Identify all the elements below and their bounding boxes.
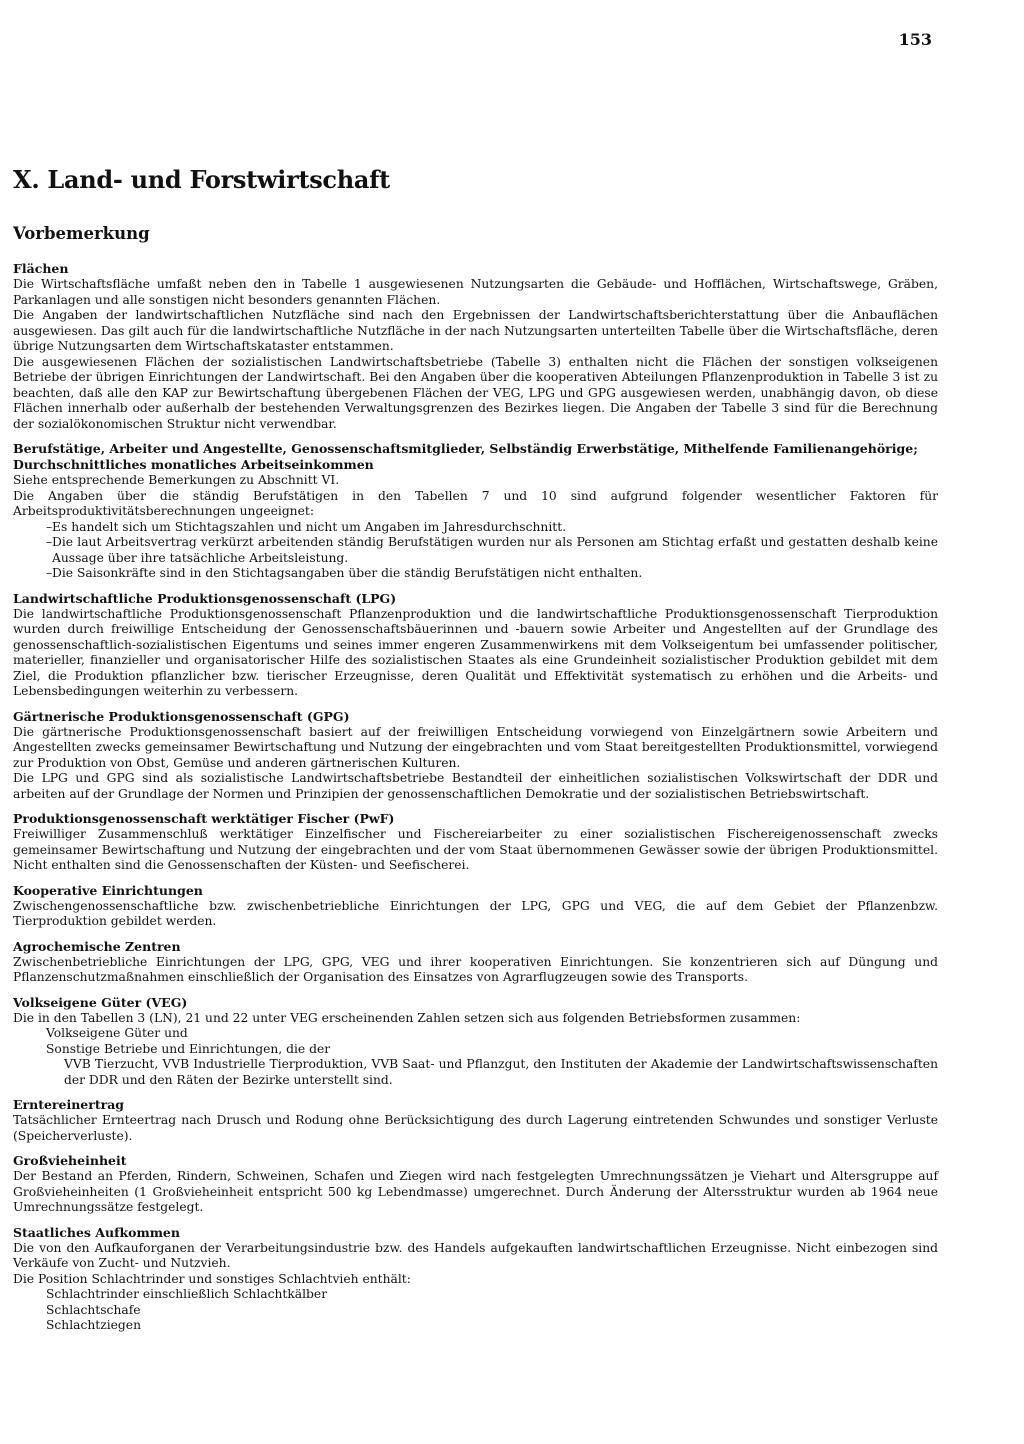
indented-line: Volkseigene Güter und: [46, 1026, 188, 1040]
paragraph: Die landwirtschaftliche Produktionsgenossenschaft Pflanzenproduktion und die landwirtschaftliche Produktionsgenossenschaft Tierproduktion wurden durch freiwillige Entscheidung der Genossenschaftsbäuerinnen und -bauern sowie Arbeiter und Angestellten auf der Grundlage des genossenschaftlich-sozialistischen Eigentums und seines immer engeren Zusammenwirkens mit dem Volkseigentum bei umfassender politischer, materieller, finanzieller und organisatorischer Hilfe des sozialistischen Staates als eine Grundeinheit sozialistischer Produktion gebildet mit dem Ziel, die Produktion pflanzlicher bzw. tierischer Erzeugnisse, deren Qualität und Effektivität systematisch zu erhöhen und die Arbeits- und Lebensbedingungen weiterhin zu verbessern.: [13, 606, 938, 698]
paragraph: Der Bestand an Pferden, Rindern, Schweinen, Schafen und Ziegen wird nach festgelegten Umrechnungssätzen je Viehart und Altersgruppe auf Großvieheinheiten (1 Großvieheinheit entspricht 500 kg Lebendmasse) umgerechnet. Durch Änderung der Altersstruktur wurden ab 1964 neue Umrechnungssätze festgelegt.: [13, 1169, 938, 1214]
section-staatliches-aufkommen: [13, 1225, 938, 1334]
indented-line: Schlachtschafe: [46, 1302, 141, 1317]
section-veg: [13, 995, 938, 1089]
list-item: – Die Saisonkräfte sind in den Stichtagsangaben über die ständig Berufstätigen nicht enthalten.: [13, 566, 938, 582]
page-number: 153: [898, 30, 932, 49]
section-heading: Berufstätige, Arbeiter und Angestellte, Genossenschaftsmitglieder, Selbständig Erwerbstätige, Mithelfende Familienangehörige; Durchschnittliches monatliches Arbeitseinkommen: [13, 441, 918, 472]
paragraph: Siehe entsprechende Bemerkungen zu Abschnitt VI.: [13, 473, 340, 487]
list-item: – Die laut Arbeitsvertrag verkürzt arbeitenden ständig Berufstätigen wurden nur als Personen am Stichtag erfaßt und gestatten deshalb keine Aussage über ihre tatsächliche Arbeitsleistung.: [13, 535, 938, 566]
paragraph: Die von den Aufkauforganen der Verarbeitungsindustrie bzw. des Handels aufgekauften landwirtschaftlichen Erzeugnisse. Nicht einbezogen sind Verkäufe von Zucht- und Nutzvieh.: [13, 1240, 938, 1270]
paragraph: Die ausgewiesenen Flächen der sozialistischen Landwirtschaftsbetriebe (Tabelle 3) enthalten nicht die Flächen der sonstigen volkseigenen Betriebe der übrigen Einrichtungen der Landwirtschaft. Bei den Angaben über die kooperativen Abteilungen Pflanzenproduktion in Tabelle 3 ist zu beachten, daß alle den KAP zur Bewirtschaftung übergebenen Flächen der VEG, LPG und GPG ausgewiesen werden, unabhängig davon, ob diese Flächen innerhalb oder außerhalb der bestehenden Verwaltungsgrenzen des Bezirkes liegen. Die Angaben der Tabelle 3 sind für die Berechnung der sozialökonomischen Struktur nicht verwendbar.: [13, 354, 938, 431]
indented-line: Sonstige Betriebe und Einrichtungen, die der: [46, 1041, 331, 1056]
section-title: Vorbemerkung: [13, 224, 150, 243]
section-agrochemische-zentren: [13, 939, 938, 986]
section-erntereinertrag: [13, 1097, 938, 1144]
paragraph: Die in den Tabellen 3 (LN), 21 und 22 unter VEG erscheinenden Zahlen setzen sich aus folgenden Betriebsformen zusammen:: [13, 1010, 801, 1025]
indented-line: Schlachtrinder einschließlich Schlachtkälber: [46, 1287, 328, 1301]
paragraph: Die Angaben der landwirtschaftlichen Nutzfläche sind nach den Ergebnissen der Landwirtschaftsberichterstattung über die Anbauflächen ausgewiesen. Das gilt auch für die landwirtschaftliche Nutzfläche in der nach Nutzungsarten unterteilten Tabelle über die Wirtschaftsfläche, deren übrige Nutzungsarten dem Wirtschaftskataster entstammen.: [13, 308, 938, 353]
dash-list: [13, 520, 938, 582]
paragraph: Die Position Schlachtrinder und sonstiges Schlachtvieh enthält:: [13, 1271, 411, 1286]
section-heading: Gärtnerische Produktionsgenossenschaft (GPG): [13, 708, 350, 724]
section-heading: Kooperative Einrichtungen: [13, 882, 203, 898]
section-pwf: [13, 811, 938, 874]
section-lpg: [13, 591, 938, 700]
list-item: – Es handelt sich um Stichtagszahlen und nicht um Angaben im Jahresdurchschnitt.: [13, 520, 938, 536]
section-kooperative-einrichtungen: [13, 883, 938, 930]
indented-line: Schlachtziegen: [46, 1318, 142, 1332]
indented-paragraph: VVB Tierzucht, VVB Industrielle Tierproduktion, VVB Saat- und Pflanzgut, den Instituten der Akademie der Landwirtschaftswissenschaften der DDR und den Räten der Bezirke unterstellt sind.: [64, 1057, 938, 1087]
section-heading: Produktionsgenossenschaft werktätiger Fischer (PwF): [13, 811, 395, 826]
section-gpg: [13, 709, 938, 803]
section-heading: Landwirtschaftliche Produktionsgenossenschaft (LPG): [13, 590, 397, 606]
section-flaechen: [13, 261, 938, 432]
chapter-title: X. Land- und Forstwirtschaft: [13, 165, 390, 194]
paragraph: Die Angaben über die ständig Berufstätigen in den Tabellen 7 und 10 sind aufgrund folgender wesentlicher Faktoren für Arbeitsproduktivitätsberechnungen ungeeignet:: [13, 488, 938, 518]
paragraph: Die Wirtschaftsfläche umfaßt neben den in Tabelle 1 ausgewiesenen Nutzungsarten die Gebäude- und Hofflächen, Wirtschaftswege, Gräben, Parkanlagen und alle sonstigen nicht besonders genannten Flächen.: [13, 277, 938, 307]
paragraph: Die gärtnerische Produktionsgenossenschaft basiert auf der freiwilligen Entscheidung vorwiegend von Einzelgärtnern sowie Arbeitern und Angestellten zwecks gemeinsamer Bewirtschaftung und Nutzung der eingebrachten und vom Staat bereitgestellten Produktionsmittel, vorwiegend zur Produktion von Obst, Gemüse und anderen gärtnerischen Kulturen.: [13, 724, 938, 770]
section-heading: Staatliches Aufkommen: [13, 1224, 180, 1240]
paragraph: Zwischenbetriebliche Einrichtungen der LPG, GPG, VEG und ihrer kooperativen Einrichtungen. Sie konzentrieren sich auf Düngung und Pflanzenschutzmaßnahmen einschließlich der Organisation des Einsatzes von Agrarflugzeugen sowie des Transports.: [13, 954, 938, 984]
section-heading: Volkseigene Güter (VEG): [13, 994, 188, 1010]
paragraph: Zwischengenossenschaftliche bzw. zwischenbetriebliche Einrichtungen der LPG, GPG und VEG, die auf dem Gebiet der Pflanzenbzw. Tierproduktion gebildet werden.: [13, 898, 938, 928]
section-heading: Großvieheinheit: [13, 1153, 127, 1168]
section-grossvieheinheit: [13, 1153, 938, 1216]
paragraph: Freiwilliger Zusammenschluß werktätiger Einzelfischer und Fischereiarbeiter zu einer sozialistischen Fischereigenossenschaft zwecks gemeinsamer Bewirtschaftung und Nutzung der eingebrachten und der vom Staat übernommenen Gewässer sowie der übrigen Produktionsmittel. Nicht enthalten sind die Genossenschaften der Küsten- und Seefischerei.: [13, 827, 938, 872]
section-heading: Agrochemische Zentren: [13, 938, 181, 954]
section-heading: Flächen: [13, 261, 69, 276]
section-berufstaetige: [13, 441, 938, 582]
paragraph: Die LPG und GPG sind als sozialistische Landwirtschaftsbetriebe Bestandteil der einheitlichen sozialistischen Volkswirtschaft der DDR und arbeiten auf der Grundlage der Normen und Prinzipien der genossenschaftlichen Demokratie und der sozialistischen Betriebswirtschaft.: [13, 771, 938, 801]
document-body: [13, 165, 938, 1343]
section-heading: Erntereinertrag: [13, 1097, 125, 1112]
paragraph: Tatsächlicher Ernteertrag nach Drusch und Rodung ohne Berücksichtigung des durch Lagerung eintretenden Schwundes und sonstiger Verluste (Speicherverluste).: [13, 1113, 938, 1143]
